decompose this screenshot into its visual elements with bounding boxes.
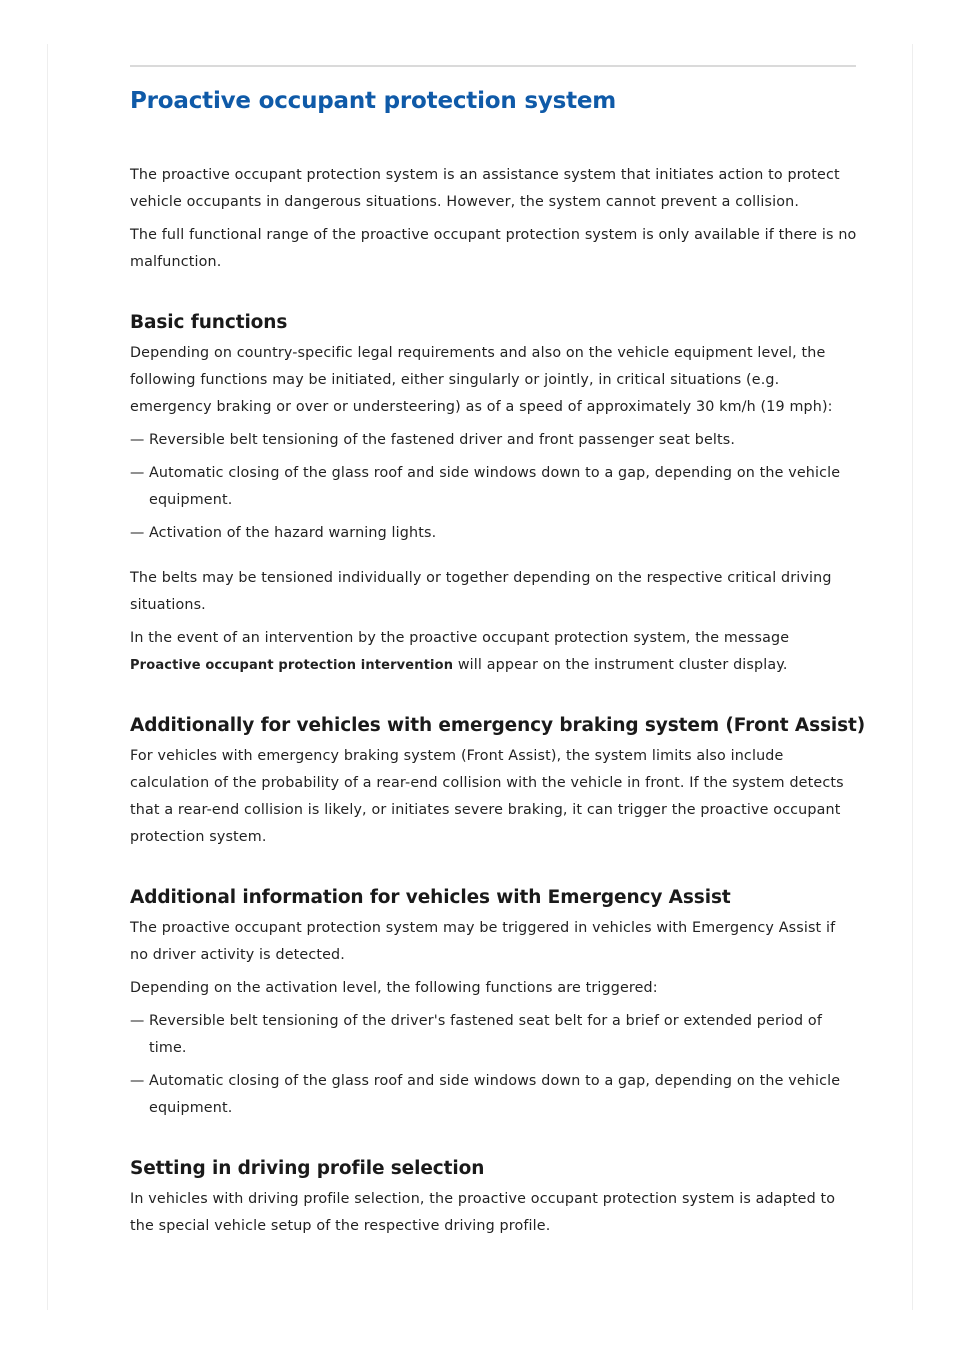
- list-item: — Automatic closing of the glass roof and side windows down to a gap, depending on the vehicle equipment.: [130, 460, 858, 514]
- left-margin-line: [47, 44, 48, 1310]
- heading-emergency-assist: Additional information for vehicles with Emergency Assist: [130, 887, 731, 908]
- list-item: — Reversible belt tensioning of the fastened driver and front passenger seat belts.: [130, 427, 858, 454]
- emergency-assist-paragraph: The proactive occupant protection system may be triggered in vehicles with Emergency Assist if no driver activity is detected.: [130, 920, 836, 963]
- top-divider: [130, 65, 856, 67]
- emergency-assist-list: [130, 1008, 858, 1122]
- basic-functions-list: [130, 427, 858, 547]
- heading-basic-functions: Basic functions: [130, 312, 288, 333]
- bullet-dash: —: [130, 1073, 145, 1089]
- heading-driving-profile: Setting in driving profile selection: [130, 1158, 485, 1179]
- intro-paragraph-2: The full functional range of the proactive occupant protection system is only available if there is no malfunction.: [130, 227, 857, 270]
- basic-functions-lead: Depending on country-specific legal requirements and also on the vehicle equipment level, the following functions may be initiated, either singularly or jointly, in critical situations (e.g. emergency braking or over or understeering) as of a speed of approximately 30 km/h (19 mph):: [130, 345, 833, 415]
- list-item: — Activation of the hazard warning lights.: [130, 520, 858, 547]
- heading-front-assist: Additionally for vehicles with emergency braking system (Front Assist): [130, 715, 866, 736]
- front-assist-paragraph: For vehicles with emergency braking system (Front Assist), the system limits also include calculation of the probability of a rear-end collision with the vehicle in front. If the system detects that a rear-end collision is likely, or initiates severe braking, it can trigger the proactive occupant protection system.: [130, 748, 844, 845]
- belts-paragraph: The belts may be tensioned individually or together depending on the respective critical driving situations.: [130, 570, 832, 613]
- document-body: [130, 162, 866, 1240]
- list-item: — Reversible belt tensioning of the driver's fastened seat belt for a brief or extended period of time.: [130, 1008, 858, 1062]
- bullet-dash: —: [130, 1013, 145, 1029]
- intro-paragraph-1: The proactive occupant protection system is an assistance system that initiates action to protect vehicle occupants in dangerous situations. However, the system cannot prevent a collision.: [130, 167, 840, 210]
- bullet-dash: —: [130, 465, 145, 481]
- bullet-dash: —: [130, 525, 145, 541]
- page-title: Proactive occupant protection system: [130, 88, 617, 114]
- intervention-paragraph: In the event of an intervention by the proactive occupant protection system, the message Proactive occupant protection intervention will appear on the instrument cluster display.: [130, 630, 790, 673]
- driving-profile-paragraph: In vehicles with driving profile selection, the proactive occupant protection system is adapted to the special vehicle setup of the respective driving profile.: [130, 1191, 836, 1234]
- right-margin-line: [912, 44, 913, 1310]
- bullet-dash: —: [130, 432, 145, 448]
- display-message-text: Proactive occupant protection intervention: [130, 658, 454, 673]
- list-item: — Automatic closing of the glass roof and side windows down to a gap, depending on the vehicle equipment.: [130, 1068, 858, 1122]
- activation-level-paragraph: Depending on the activation level, the following functions are triggered:: [130, 980, 658, 996]
